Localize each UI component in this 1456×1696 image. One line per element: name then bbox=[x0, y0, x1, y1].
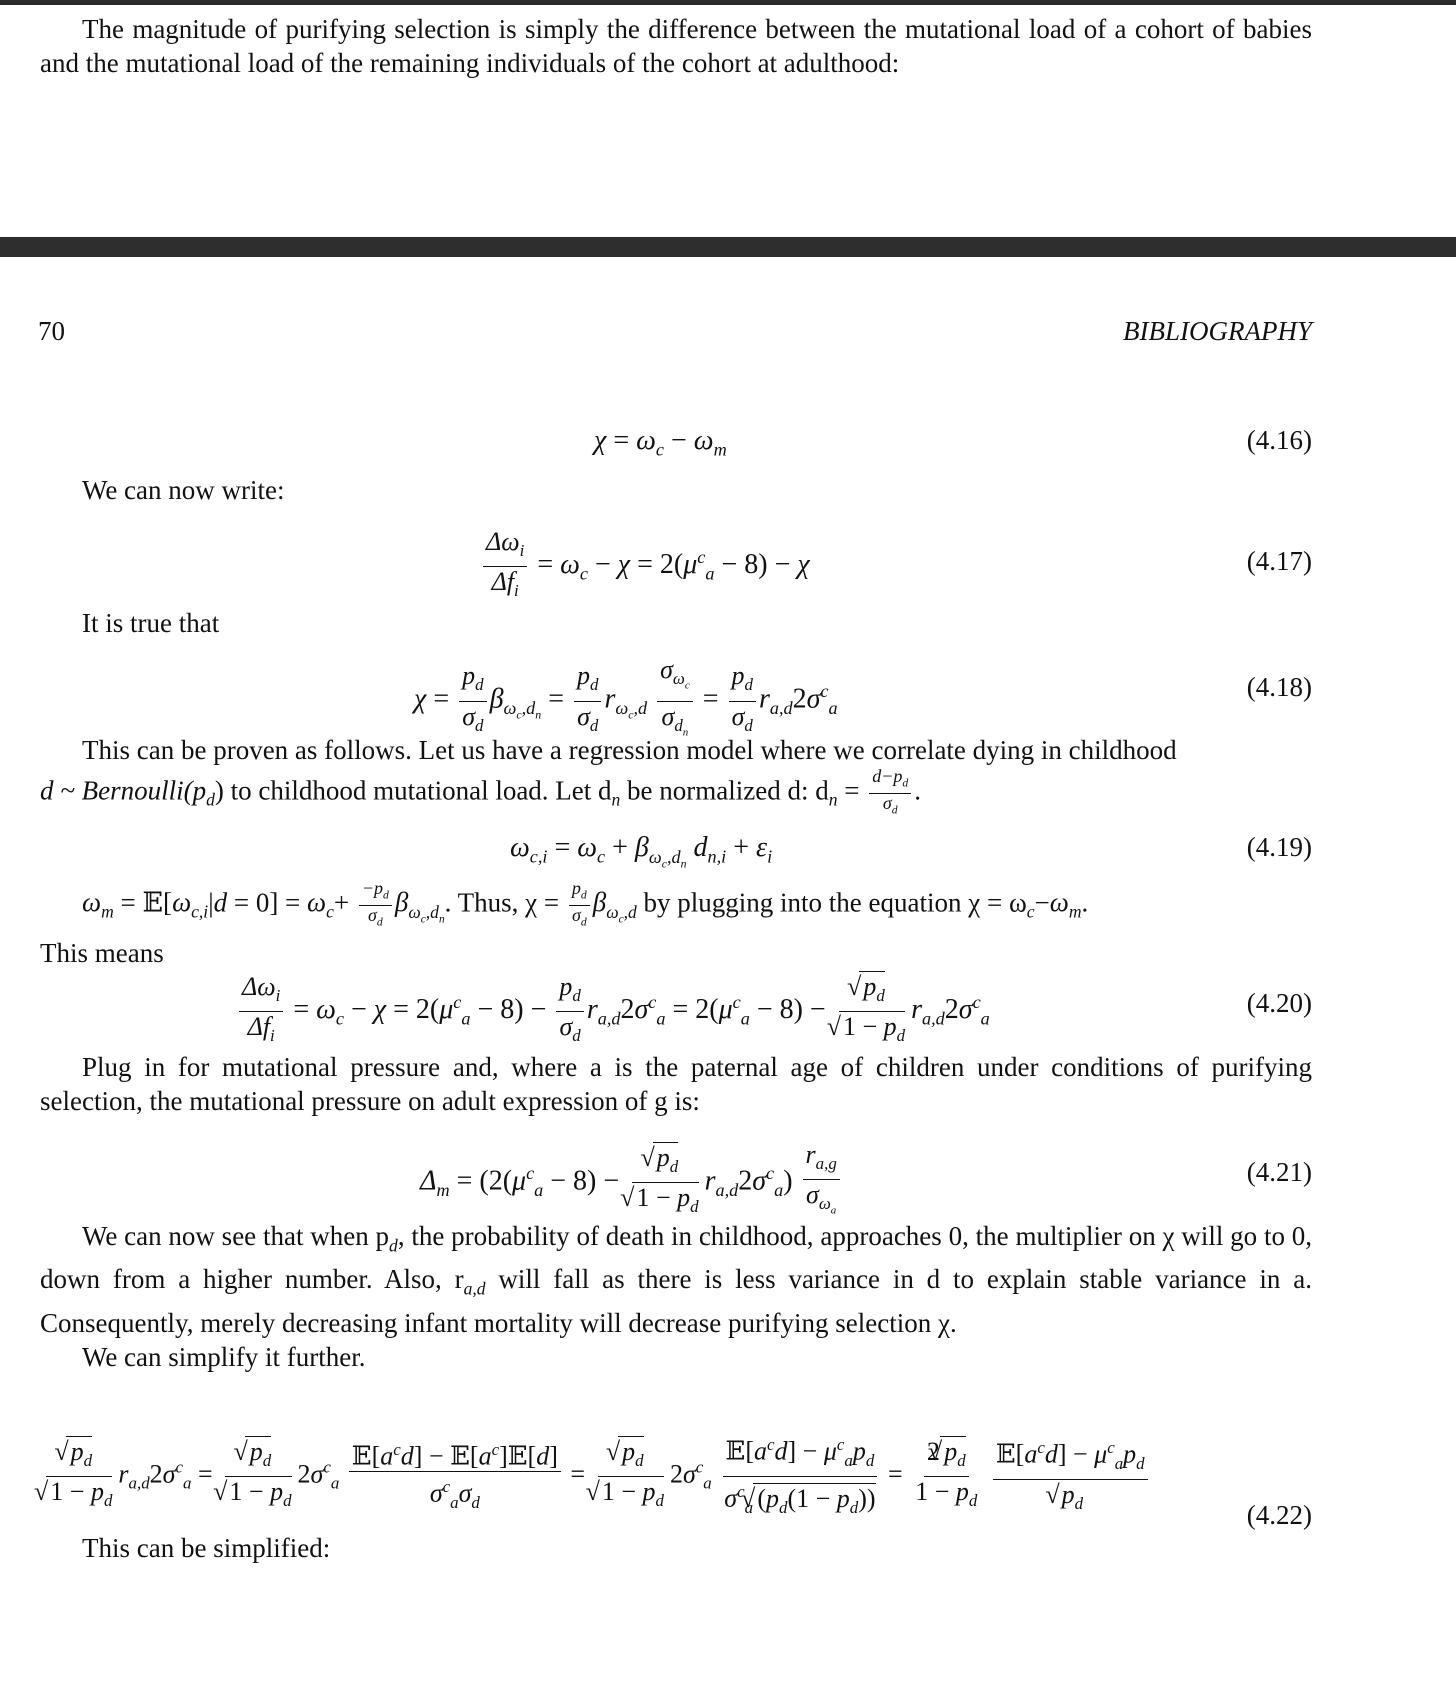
running-head: BIBLIOGRAPHY bbox=[1123, 316, 1312, 346]
simplified-paragraph: This can be simplified: bbox=[82, 1533, 331, 1563]
page-number: 70 bbox=[38, 316, 65, 346]
page-separator-bar bbox=[0, 237, 1456, 257]
top-rule bbox=[0, 0, 1456, 5]
equation-number-4-20: (4.20) bbox=[1246, 988, 1312, 1018]
thus-paragraph: $\omega_m$ = $𝔼[\omega_{c,i}|d = 0] = \omega_c+$ $\frac{-p_d}{\sigma_d}$ $\beta_{\omega_c,d_n}$. Thus, χ = $\frac{p_d}{\sigma_d}$ $\beta_{\omega_c,d}$ by plugging into the equation $\chi = \omega_c-\omega_m$. This means bbox=[40, 878, 1089, 969]
equation-number-4-16: (4.16) bbox=[1246, 425, 1312, 455]
equation-4-20: $\frac{\Delta\omega_i}{\Delta f_i}$ = $\omega_c - \chi = 2(\mu^c_a - 8)$ − $\frac{p_d}{\sigma_d}$ $r_{a,d}2\sigma^c_a = 2(\mu^c_a - 8)$ − √ $p_d$ √ $1 - p_d$ $r_{a,d}2\sigma^c_a$ bbox=[236, 972, 990, 1051]
equation-4-22: √ $p_d$ √ $1 - p_d$ $r_{a,d}2\sigma^c_a$ = √ $p_d$ √ $1 - p_d$ $2\sigma^c_a$ $\frac{𝔼[a^cd] - 𝔼[a^c]𝔼[d]}{\sigma^c_a\sigma_d}$ = √ $p_d$ √ $1 - p_d$ $2\sigma^c_a$ $\frac{𝔼[a^cd] - \mu^c_ap_d}{\sigma^c_a√ (p_d(1 - p_d))}$ = $\frac{2√ p_d}{1 - p_d}$ $𝔼[a^cd] - \mu^c_ap_d$ √ $p_d$ bbox=[40, 1430, 1151, 1523]
equation-number-4-21: (4.21) bbox=[1246, 1157, 1312, 1187]
proof-paragraph: This can be proven as follows. Let us have a regression model where we correlate dying in childhood d ~ $Bernoulli(p_d)$ to childhood mutational load. Let $d_n$ be normalized d: $d_n$ = $\frac{d-p_d}{\sigma_d}$ . bbox=[40, 735, 1177, 817]
equation-number-4-17: (4.17) bbox=[1246, 546, 1312, 576]
plug-in-paragraph: Plug in for mutational pressure and, where a is the paternal age of children under conditions of purifying selection, the mutational pressure on adult expression of g is: bbox=[40, 1052, 1312, 1116]
we-can-see-paragraph: We can now see that when $p_d$, the probability of death in childhood, approaches 0, the multiplier on χ will go to 0, down from a higher number. Also, $r_{a,d}$ will fall as there is less variance in d to explain stable variance in a. Consequently, merely decreasing infant mortality will decrease purifying selection χ. We can simplify it further. bbox=[40, 1221, 1312, 1372]
equation-4-17: $\frac{\Delta\omega_i}{\Delta f_i}$ = $\omega_c - \chi = 2(\mu^c_a - 8) - \chi$ bbox=[480, 527, 810, 606]
equation-4-19: $\omega_{c,i} = \omega_c + \beta_{\omega_c,d_n}$ $d_{n,i} + \varepsilon_i$ bbox=[510, 832, 773, 871]
we-can-now-write: We can now write: bbox=[82, 475, 285, 505]
equation-number-4-22: (4.22) bbox=[1246, 1500, 1312, 1530]
it-is-true: It is true that bbox=[82, 608, 220, 638]
equation-4-21: $\Delta_m = (2(\mu^c_a - 8)$ − √ $p_d$ √ $1 - p_d$ $r_{a,d}2\sigma^c_a$) $\frac{r_{a,g}}{\sigma_{\omega_a}}$ bbox=[420, 1140, 843, 1226]
equation-number-4-18: (4.18) bbox=[1246, 672, 1312, 702]
equation-number-4-19: (4.19) bbox=[1246, 832, 1312, 862]
equation-4-18: χ = $\frac{p_d}{\sigma_d}$ $\beta_{\omega_c,d_n}$ = $\frac{p_d}{\sigma_d}$ $r_{\omega_c,d}$ $\frac{\sigma_{\omega_c}}{\sigma_{d_n}}$ = $\frac{p_d}{\sigma_d}$ $r_{a,d}2\sigma^c_a$ bbox=[414, 655, 838, 739]
top-paragraph: The magnitude of purifying selection is simply the difference between the mutational load of a cohort of babies and the mutational load of the remaining individuals of the cohort at adulthood: bbox=[40, 14, 1312, 78]
equation-4-16: $\chi = \omega_c - \omega_m$ bbox=[594, 425, 727, 460]
